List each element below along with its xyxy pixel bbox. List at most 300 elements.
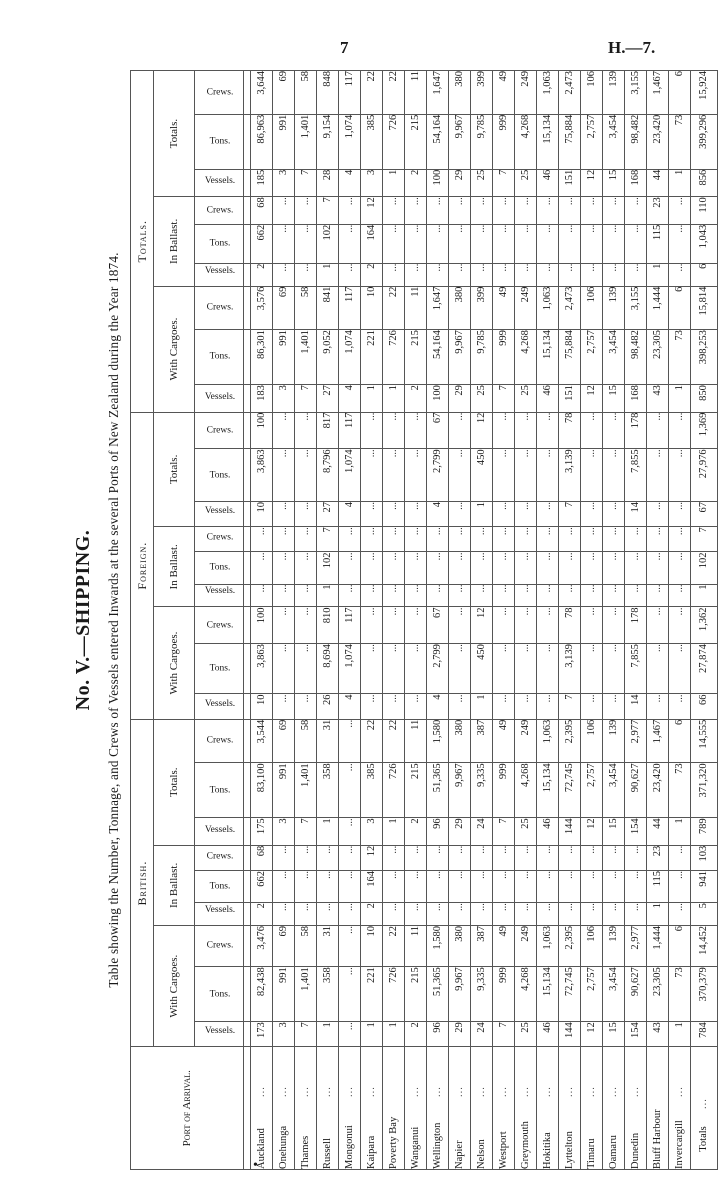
table-cell: 1,074 — [339, 114, 361, 169]
table-cell: ... — [537, 449, 559, 502]
subgroup-header: Totals. — [154, 719, 195, 845]
table-cell: ... — [339, 925, 361, 966]
table-cell: 1,063 — [537, 71, 559, 115]
table-cell: 151 — [559, 169, 581, 196]
column-header: Vessels. — [195, 1022, 244, 1047]
table-cell: 15,814 — [691, 286, 718, 330]
table-cell: ... — [625, 845, 647, 870]
table-cell: 1 — [669, 1022, 691, 1047]
table-cell: ... — [559, 845, 581, 870]
table-cell: ... — [295, 584, 317, 607]
table-cell: 1 — [317, 1022, 339, 1047]
table-cell: 27,874 — [691, 644, 718, 694]
table-cell: 662 — [251, 871, 273, 903]
table-cell: ... — [669, 644, 691, 694]
table-cell: 15,134 — [537, 330, 559, 385]
table-cell: ... — [361, 584, 383, 607]
table-cell: 164 — [361, 871, 383, 903]
table-cell: ... — [581, 527, 603, 552]
table-row — [251, 71, 273, 1170]
table-cell: 11 — [405, 719, 427, 763]
table-cell: 3,863 — [251, 644, 273, 694]
table-cell: ... — [383, 449, 405, 502]
table-cell: ... — [493, 527, 515, 552]
table-cell: 1 — [471, 502, 493, 527]
table-cell: 15,134 — [537, 114, 559, 169]
table-cell: 2,977 — [625, 925, 647, 966]
table-cell: ... — [405, 903, 427, 926]
table-cell: 46 — [537, 385, 559, 412]
table-cell: 12 — [361, 197, 383, 224]
table-cell: 1,401 — [295, 114, 317, 169]
table-cell: 7 — [295, 385, 317, 412]
table-cell: ... — [603, 412, 625, 449]
table-cell: ... — [273, 263, 295, 286]
table-cell: 15,134 — [537, 763, 559, 818]
table-cell: ... — [669, 224, 691, 263]
table-cell: 4 — [339, 169, 361, 196]
table-cell: ... — [273, 871, 295, 903]
table-cell: ... — [493, 412, 515, 449]
table-cell: ... — [361, 694, 383, 719]
table-cell: 370,379 — [691, 967, 718, 1022]
table-cell: ... — [669, 502, 691, 527]
table-cell: 221 — [361, 967, 383, 1022]
table-cell: ... — [603, 449, 625, 502]
table-cell: 5 — [691, 903, 718, 926]
table-cell: 1 — [317, 263, 339, 286]
table-row — [669, 71, 691, 1170]
port-name: Dunedin... — [625, 1047, 647, 1170]
table-cell: ... — [361, 527, 383, 552]
page-number: 7 — [340, 38, 349, 57]
table-row — [449, 71, 471, 1170]
table-cell: 11 — [405, 925, 427, 966]
table-cell: ... — [295, 644, 317, 694]
table-cell: 398,253 — [691, 330, 718, 385]
table-cell: 3,139 — [559, 449, 581, 502]
table-cell: ... — [295, 449, 317, 502]
table-cell: 2,757 — [581, 330, 603, 385]
table-cell: ... — [471, 552, 493, 584]
table-cell: 10 — [361, 925, 383, 966]
column-header: Tons. — [195, 330, 244, 385]
table-cell: 15,924 — [691, 71, 718, 115]
table-cell: 49 — [493, 71, 515, 115]
table-cell: ... — [339, 1022, 361, 1047]
table-row — [493, 71, 515, 1170]
table-cell: ... — [493, 263, 515, 286]
group-header-foreign: Foreign. — [131, 412, 154, 719]
table-cell: ... — [427, 845, 449, 870]
port-name: Westport... — [493, 1047, 515, 1170]
column-header: Tons. — [195, 224, 244, 263]
table-cell: ... — [515, 871, 537, 903]
table-cell: ... — [449, 584, 471, 607]
table-cell: ... — [405, 584, 427, 607]
table-cell: 3,644 — [251, 71, 273, 115]
table-cell: ... — [295, 224, 317, 263]
table-cell: 1 — [647, 903, 669, 926]
table-cell: ... — [603, 502, 625, 527]
table-cell: ... — [625, 584, 647, 607]
table-cell: 726 — [383, 114, 405, 169]
table-cell: ... — [669, 607, 691, 644]
table-cell: ... — [383, 584, 405, 607]
column-header: Vessels. — [195, 169, 244, 196]
table-cell: 999 — [493, 114, 515, 169]
port-name: Russell... — [317, 1047, 339, 1170]
table-cell: 3 — [273, 169, 295, 196]
table-cell: ... — [537, 694, 559, 719]
table-cell: ... — [449, 694, 471, 719]
subgroup-header: With Cargoes. — [154, 607, 195, 719]
table-cell: 6 — [691, 263, 718, 286]
table-cell: 25 — [515, 385, 537, 412]
table-cell: 12 — [581, 385, 603, 412]
table-cell: 1 — [691, 584, 718, 607]
table-cell: 662 — [251, 224, 273, 263]
table-cell: ... — [383, 502, 405, 527]
table-cell: 51,365 — [427, 967, 449, 1022]
table-cell: 82,438 — [251, 967, 273, 1022]
table-cell: 4,268 — [515, 967, 537, 1022]
table-cell: 3,454 — [603, 330, 625, 385]
table-cell: 75,884 — [559, 330, 581, 385]
table-cell: 991 — [273, 763, 295, 818]
table-cell: ... — [515, 449, 537, 502]
table-cell: 72,745 — [559, 967, 581, 1022]
shipping-table — [130, 70, 718, 1170]
table-cell: ... — [647, 412, 669, 449]
table-cell: 371,320 — [691, 763, 718, 818]
table-cell: ... — [559, 197, 581, 224]
table-cell: 106 — [581, 719, 603, 763]
table-cell: 15 — [603, 1022, 625, 1047]
table-cell: 6 — [669, 286, 691, 330]
table-cell: ... — [493, 502, 515, 527]
table-cell: 387 — [471, 719, 493, 763]
table-cell: ... — [581, 871, 603, 903]
table-cell: 22 — [383, 71, 405, 115]
group-header-british: British. — [131, 719, 154, 1047]
table-cell: 7 — [493, 385, 515, 412]
table-cell: 78 — [559, 607, 581, 644]
port-name: Thames... — [295, 1047, 317, 1170]
table-cell: 27 — [317, 385, 339, 412]
table-cell: ... — [625, 263, 647, 286]
table-cell: 106 — [581, 925, 603, 966]
port-name: Hokitika... — [537, 1047, 559, 1170]
table-cell: 25 — [515, 1022, 537, 1047]
table-cell: ... — [603, 607, 625, 644]
port-name: Oamaru... — [603, 1047, 625, 1170]
table-cell: ... — [669, 871, 691, 903]
table-subtitle: Table showing the Number, Tonnage, and Crews of Vessels entered Inwards at the several Ports of New Zealand during the Year 1874. — [106, 252, 121, 988]
table-cell: ... — [603, 224, 625, 263]
table-cell: 999 — [493, 330, 515, 385]
table-cell: ... — [295, 845, 317, 870]
column-header: Tons. — [195, 449, 244, 502]
table-cell: 115 — [647, 871, 669, 903]
table-cell: 164 — [361, 224, 383, 263]
table-cell: 151 — [559, 385, 581, 412]
table-cell: ... — [405, 527, 427, 552]
table-cell: 4 — [427, 502, 449, 527]
table-cell: ... — [405, 552, 427, 584]
table-cell: 3,544 — [251, 719, 273, 763]
table-cell: 102 — [691, 552, 718, 584]
table-cell: 54,164 — [427, 330, 449, 385]
table-cell: ... — [273, 903, 295, 926]
table-cell: 7 — [317, 197, 339, 224]
table-cell: 9,967 — [449, 967, 471, 1022]
table-cell: 51,365 — [427, 763, 449, 818]
table-cell: ... — [339, 584, 361, 607]
table-cell: 8,796 — [317, 449, 339, 502]
table-cell: 7 — [559, 694, 581, 719]
table-cell: 58 — [295, 719, 317, 763]
table-cell: 2 — [361, 903, 383, 926]
table-cell: 117 — [339, 412, 361, 449]
table-cell: 25 — [515, 169, 537, 196]
table-cell: 848 — [317, 71, 339, 115]
port-name: Invercargill... — [669, 1047, 691, 1170]
table-cell: 100 — [427, 169, 449, 196]
column-header: Vessels. — [195, 694, 244, 719]
table-cell: 380 — [449, 71, 471, 115]
column-header: Crews. — [195, 607, 244, 644]
table-cell: 23,420 — [647, 114, 669, 169]
table-cell: 90,627 — [625, 967, 647, 1022]
table-cell: ... — [559, 224, 581, 263]
table-cell: ... — [669, 527, 691, 552]
table-cell: 249 — [515, 719, 537, 763]
table-cell: 25 — [471, 385, 493, 412]
table-cell: ... — [559, 527, 581, 552]
table-cell: ... — [537, 502, 559, 527]
table-cell: 73 — [669, 967, 691, 1022]
table-cell: ... — [273, 412, 295, 449]
table-cell: ... — [427, 871, 449, 903]
table-cell: ... — [405, 224, 427, 263]
table-cell: 358 — [317, 763, 339, 818]
table-cell: ... — [493, 845, 515, 870]
table-row — [361, 71, 383, 1170]
table-cell: 67 — [427, 412, 449, 449]
table-cell: 73 — [669, 114, 691, 169]
table-cell: ... — [383, 871, 405, 903]
table-cell: 11 — [405, 286, 427, 330]
table-cell: 44 — [647, 169, 669, 196]
page-reference: H.—7. — [608, 38, 656, 57]
table-cell: 12 — [581, 169, 603, 196]
table-cell: 7 — [295, 169, 317, 196]
table-cell: 1,647 — [427, 286, 449, 330]
table-cell: ... — [669, 412, 691, 449]
table-cell: ... — [515, 527, 537, 552]
table-cell: 144 — [559, 1022, 581, 1047]
table-cell: 1 — [383, 818, 405, 845]
table-cell: ... — [383, 527, 405, 552]
table-cell: ... — [383, 263, 405, 286]
table-cell: 115 — [647, 224, 669, 263]
table-cell: 2,757 — [581, 967, 603, 1022]
table-cell: ... — [273, 502, 295, 527]
table-cell: 29 — [449, 818, 471, 845]
port-name: Mongonui... — [339, 1047, 361, 1170]
table-cell: ... — [669, 694, 691, 719]
table-cell: 991 — [273, 330, 295, 385]
column-header: Crews. — [195, 719, 244, 763]
table-cell: ... — [581, 845, 603, 870]
table-cell: ... — [603, 552, 625, 584]
table-cell: 98,482 — [625, 114, 647, 169]
table-cell: 1 — [361, 1022, 383, 1047]
table-cell: ... — [647, 449, 669, 502]
table-cell: ... — [581, 903, 603, 926]
table-cell: 27,976 — [691, 449, 718, 502]
table-cell: 7,855 — [625, 644, 647, 694]
column-header: Vessels. — [195, 263, 244, 286]
table-cell: ... — [537, 412, 559, 449]
table-cell: 841 — [317, 286, 339, 330]
table-cell: 68 — [251, 845, 273, 870]
table-cell: 69 — [273, 71, 295, 115]
table-cell: ... — [603, 694, 625, 719]
table-cell: 73 — [669, 763, 691, 818]
table-cell: 9,335 — [471, 763, 493, 818]
table-row — [515, 71, 537, 1170]
table-cell: 110 — [691, 197, 718, 224]
table-cell: 15 — [603, 169, 625, 196]
table-cell: 139 — [603, 719, 625, 763]
table-cell: 100 — [251, 412, 273, 449]
table-cell: 96 — [427, 818, 449, 845]
table-cell: ... — [537, 871, 559, 903]
table-cell: 24 — [471, 818, 493, 845]
table-cell: 7 — [559, 502, 581, 527]
table-cell: 25 — [515, 818, 537, 845]
table-cell: 4,268 — [515, 763, 537, 818]
table-cell: 102 — [317, 552, 339, 584]
table-cell: ... — [339, 967, 361, 1022]
table-cell: 23 — [647, 845, 669, 870]
table-cell: 3 — [273, 818, 295, 845]
table-cell: 178 — [625, 607, 647, 644]
table-cell: ... — [537, 644, 559, 694]
table-cell: ... — [405, 644, 427, 694]
table-cell: 3,476 — [251, 925, 273, 966]
table-cell: ... — [273, 552, 295, 584]
table-cell: ... — [339, 552, 361, 584]
table-cell: 215 — [405, 967, 427, 1022]
table-cell: 67 — [427, 607, 449, 644]
table-cell: 98,482 — [625, 330, 647, 385]
table-row — [405, 71, 427, 1170]
table-cell: 2 — [251, 263, 273, 286]
table-cell: 86,301 — [251, 330, 273, 385]
table-cell: 9,967 — [449, 114, 471, 169]
port-name: Onehunga... — [273, 1047, 295, 1170]
column-header: Crews. — [195, 197, 244, 224]
table-cell: 3 — [273, 1022, 295, 1047]
table-cell: 3,576 — [251, 286, 273, 330]
table-cell: 941 — [691, 871, 718, 903]
table-cell: 4 — [339, 694, 361, 719]
table-cell: 387 — [471, 925, 493, 966]
table-cell: ... — [515, 694, 537, 719]
table-cell: 9,785 — [471, 330, 493, 385]
table-cell: 68 — [251, 197, 273, 224]
table-cell: 1,063 — [537, 286, 559, 330]
table-cell: ... — [581, 694, 603, 719]
column-header: Vessels. — [195, 818, 244, 845]
table-cell: 46 — [537, 1022, 559, 1047]
table-cell: 3 — [273, 385, 295, 412]
table-cell: ... — [273, 197, 295, 224]
table-cell: ... — [251, 584, 273, 607]
subgroup-header: With Cargoes. — [154, 925, 195, 1046]
table-cell: 29 — [449, 169, 471, 196]
table-cell: 12 — [471, 412, 493, 449]
table-cell: 4,268 — [515, 330, 537, 385]
table-cell: ... — [603, 845, 625, 870]
table-cell: ... — [647, 502, 669, 527]
subgroup-header: In Ballast. — [154, 527, 195, 607]
table-cell: ... — [383, 607, 405, 644]
table-cell: ... — [317, 845, 339, 870]
table-cell: ... — [427, 224, 449, 263]
table-cell: 15 — [603, 818, 625, 845]
table-title: No. V.—SHIPPING. — [72, 529, 94, 711]
table-cell: ... — [647, 527, 669, 552]
table-cell: 31 — [317, 719, 339, 763]
table-cell: ... — [559, 903, 581, 926]
table-cell: ... — [449, 644, 471, 694]
table-cell: ... — [251, 552, 273, 584]
table-cell: ... — [273, 845, 295, 870]
table-cell: 24 — [471, 1022, 493, 1047]
port-name: Bluff Harbour — [647, 1047, 669, 1170]
table-cell: ... — [669, 552, 691, 584]
table-cell: 215 — [405, 763, 427, 818]
table-cell: 249 — [515, 71, 537, 115]
table-row — [383, 71, 405, 1170]
table-cell: 2,799 — [427, 644, 449, 694]
table-cell: ... — [383, 845, 405, 870]
table-cell: ... — [339, 845, 361, 870]
table-cell: 10 — [251, 694, 273, 719]
table-cell: 991 — [273, 114, 295, 169]
port-name: Wanganui... — [405, 1047, 427, 1170]
table-cell: 999 — [493, 967, 515, 1022]
table-cell: ... — [339, 224, 361, 263]
table-cell: 11 — [405, 71, 427, 115]
table-cell: ... — [273, 644, 295, 694]
table-cell: 106 — [581, 286, 603, 330]
table-row — [603, 71, 625, 1170]
table-cell: 7 — [493, 169, 515, 196]
table-cell: ... — [295, 552, 317, 584]
table-cell: ... — [537, 263, 559, 286]
table-row — [427, 71, 449, 1170]
table-cell: 15,134 — [537, 967, 559, 1022]
column-header: Crews. — [195, 527, 244, 552]
table-cell: 399,296 — [691, 114, 718, 169]
table-cell: 6 — [669, 925, 691, 966]
table-cell: 3,454 — [603, 114, 625, 169]
